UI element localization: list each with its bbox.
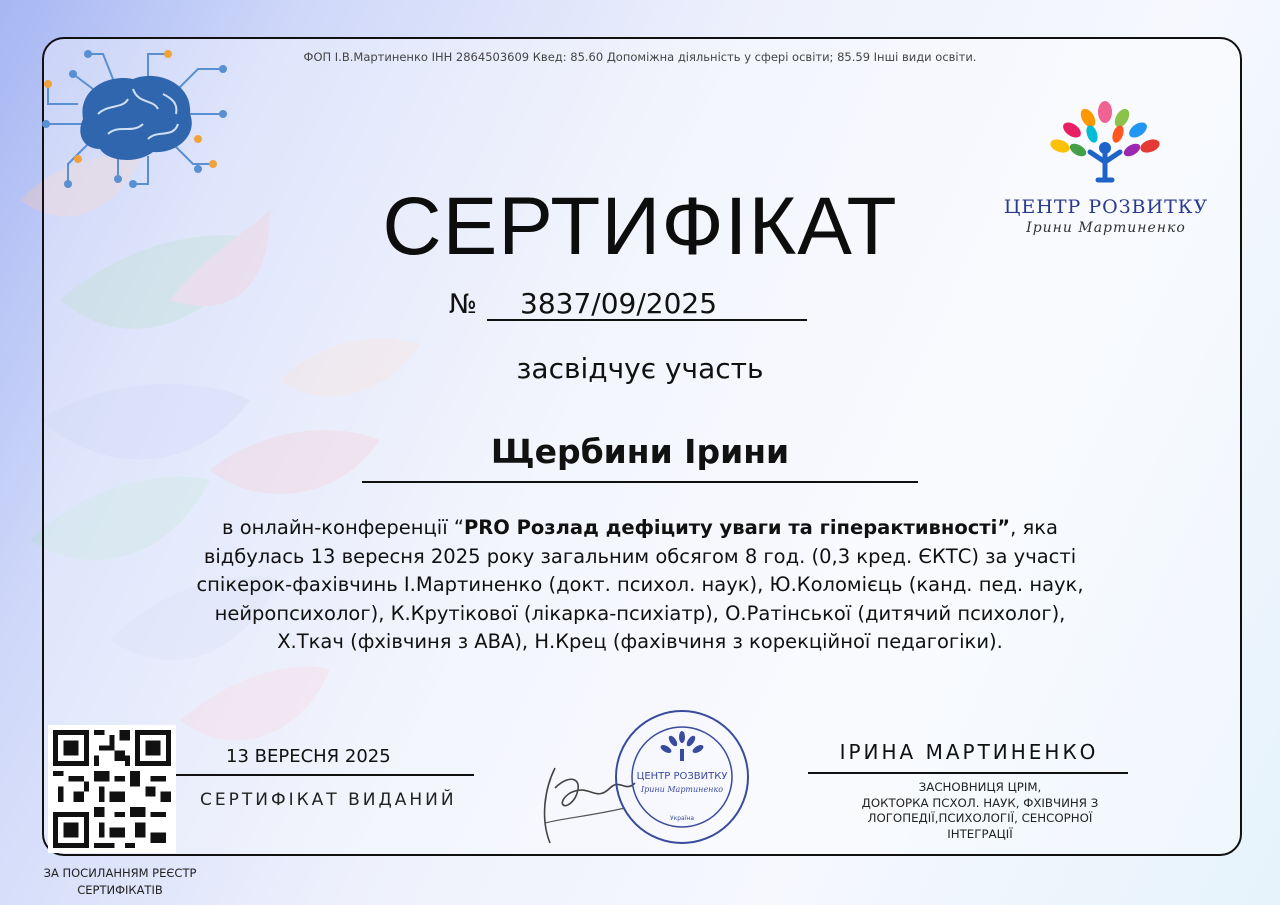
issue-date: 13 ВЕРЕСНЯ 2025	[226, 746, 391, 767]
body-line1-suffix: , яка	[1010, 516, 1058, 539]
certificate-title: СЕРТИФІКАТ	[382, 181, 898, 272]
number-sign: №	[449, 289, 478, 320]
logo-title: ЦЕНТР РОЗВИТКУ	[1003, 196, 1209, 218]
founder-name: ІРИНА МАРТИНЕНКО	[839, 740, 1099, 764]
event-name: PRO Розлад дефіциту уваги та гіперактивності”	[463, 516, 1011, 539]
founder-description	[840, 780, 1120, 842]
qr-code-icon[interactable]	[48, 725, 176, 853]
body-line-2: відбулась 13 вересня 2025 року загальним обсягом 8 год. (0,3 кред. ЄКТС) за участі	[203, 544, 1077, 568]
fop-info-line: ФОП І.В.Мартиненко ІНН 2864503609 Квед: 85.60 Допоміжна діяльність у сфері освіти; 85.59 Інші види освіти.	[303, 50, 977, 64]
founder-desc-line-3: ЛОГОПЕДІЇ,ПСИХОЛОГІЇ, СЕНСОРНОЇ	[867, 811, 1093, 825]
body-line-3: спікерок-фахівчинь І.Мартиненко (докт. психол. наук), Ю.Коломієць (канд. пед. наук,	[196, 573, 1084, 596]
qr-caption	[0, 865, 240, 899]
body-line-5: Х.Ткач (фхівчиня з АВА), Н.Крец (фахівчиня з корекційної педагогіки).	[277, 630, 1003, 653]
founder-underline	[808, 772, 1128, 774]
certificate-issued-label: СЕРТИФІКАТ ВИДАНИЙ	[200, 790, 457, 810]
date-underline	[176, 774, 474, 776]
stamp-center-line-1: ЦЕНТР РОЗВИТКУ	[636, 771, 728, 782]
certificate-body	[150, 514, 1130, 657]
logo-subtitle: Ірини Мартиненко	[1026, 220, 1186, 236]
body-line-4: нейропсихолог), К.Крутікової (лікарка-психіатр), О.Ратінської (дитячий психолог),	[214, 601, 1066, 625]
stamp-country: Україна	[669, 815, 695, 822]
founder-desc-line-2: ДОКТОРКА ПСХОЛ. НАУК, ФХІВЧИНЯ З	[861, 795, 1099, 810]
qr-caption-line-1: ЗА ПОСИЛАННЯМ РЕЄСТР	[43, 866, 197, 880]
founder-desc-line-4: ІНТЕГРАЦІЇ	[947, 826, 1013, 841]
body-prefix: в онлайн-конференції “	[222, 516, 464, 539]
recipient-underline	[362, 481, 918, 483]
recipient-name: Щербини Ірини	[490, 432, 790, 471]
qr-caption-line-2: СЕРТИФІКАТІВ	[77, 883, 163, 897]
founder-desc-line-1: ЗАСНОВНИЦЯ ЦРІМ,	[918, 780, 1042, 794]
brain-circuit-icon	[38, 44, 238, 194]
certificate-number: 3837/09/2025	[520, 287, 718, 320]
stamp-center-line-2: Ірини Мартиненко	[640, 785, 724, 794]
certifies-participation-text: засвідчує участь	[516, 352, 764, 385]
official-stamp	[610, 705, 755, 850]
center-tree-logo-icon	[1040, 100, 1170, 192]
